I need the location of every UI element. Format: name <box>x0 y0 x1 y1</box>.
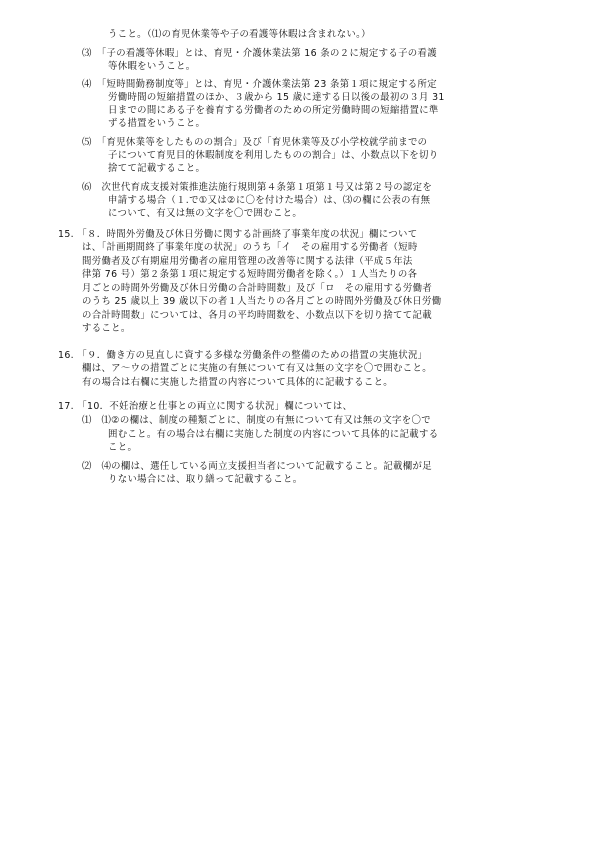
text-line: こと。 <box>108 442 138 453</box>
text-line: ⑷ 「短時間勤務制度等」とは、育児・介護休業法第 23 条第１項に規定する所定 <box>82 79 437 90</box>
text-line: 律第 76 号）第２条第１項に規定する短時間労働者を除く。）１人当たりの各 <box>82 269 418 280</box>
text-line: ⑹ 次世代育成支援対策推進法施行規則第４条第１項第１号又は第２号の認定を <box>82 182 433 193</box>
text-line: 欄は、ア～ウの措置ごとに実施の有無について有又は無の文字を〇で囲むこと。 <box>82 363 432 374</box>
text-line: ⑸ 「育児休業等をしたものの割合」及び「育児休業等及び小学校就学前までの <box>82 137 428 148</box>
text-line: について、有又は無の文字を〇で囲むこと。 <box>108 208 303 219</box>
text-line: ⑶ 「子の看護等休暇」とは、育児・介護休業法第 16 条の２に規定する子の看護 <box>82 48 437 59</box>
text-line: 捨てて記載すること。 <box>108 163 206 174</box>
text-line: ⑵ ⑷の欄は、選任している両立支援担当者について記載すること。記載欄が足 <box>82 461 432 472</box>
text-line: 労働時間の短縮措置のほか、３歳から 15 歳に達する日以後の最初の３月 31 <box>108 92 445 103</box>
text-line: 申請する場合（１.で①又は②に〇を付けた場合）は、⑶の欄に公表の有無 <box>108 195 431 206</box>
text-line: ⑴ ⑴②の欄は、制度の種類ごとに、制度の有無について有又は無の文字を〇で <box>82 415 431 426</box>
text-line: 15. 「８．時間外労働及び休日労働に関する計画終了事業年度の状況」欄について <box>58 229 418 240</box>
text-line: ずる措置をいうこと。 <box>108 118 206 129</box>
text-line: すること。 <box>82 323 131 334</box>
text-line: うこと。（⑴の育児休業等や子の看護等休暇は含まれない。） <box>108 29 371 40</box>
text-line: は、「計画期間終了事業年度の状況」のうち「イ その雇用する労働者（短時 <box>82 242 418 253</box>
text-line: 16. 「９．働き方の見直しに資する多様な労働条件の整備のための措置の実施状況」 <box>58 350 428 361</box>
text-line: 17. 「10．不妊治療と仕事との両立に関する状況」欄については、 <box>58 401 353 412</box>
text-line: のうち 25 歳以上 39 歳以下の者１人当たりの各月ごとの時間外労働及び休日労働 <box>82 296 442 307</box>
text-line: の合計時間数」については、各月の平均時間数を、小数点以下を切り捨てて記載 <box>82 310 432 321</box>
text-line: 等休暇をいうこと。 <box>108 61 196 72</box>
text-line: 日までの間にある子を養育する労働者のための所定労働時間の短縮措置に準 <box>108 105 439 116</box>
text-line: 囲むこと。有の場合は右欄に実施した制度の内容について具体的に記載する <box>108 429 439 440</box>
text-line: 子について育児目的休暇制度を利用したものの割合」は、小数点以下を切り <box>108 150 439 161</box>
text-line: 間労働者及び有期雇用労働者の雇用管理の改善等に関する法律（平成５年法 <box>82 256 413 267</box>
text-line: 有の場合は右欄に実施した措置の内容について具体的に記載すること。 <box>82 377 394 388</box>
text-line: りない場合には、取り繕って記載すること。 <box>108 474 303 485</box>
text-line: 月ごとの時間外労働及び休日労働の合計時間数」及び「ロ その雇用する労働者 <box>82 283 433 294</box>
